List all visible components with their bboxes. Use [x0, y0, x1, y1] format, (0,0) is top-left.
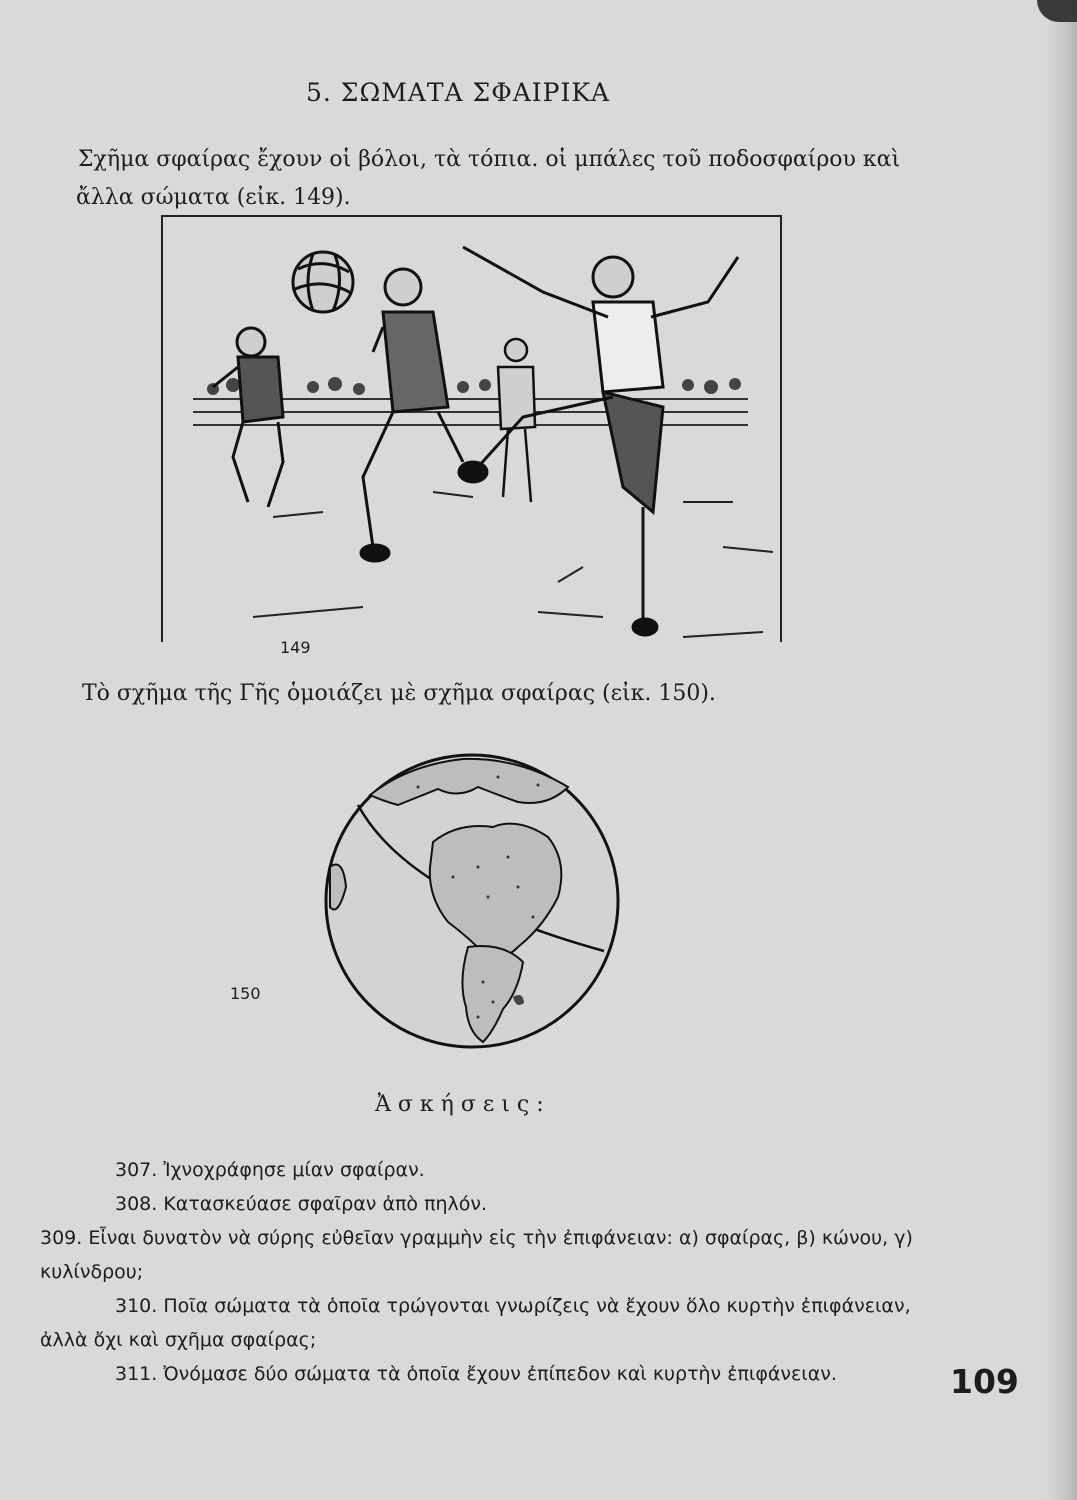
exercise-item: 310. Ποῖα σώματα τὰ ὁποῖα τρώγονται γνωρίζεις νὰ ἔχουν ὅλο κυρτὴν ἐπιφάνειαν, ἀλλὰ ὄχι καὶ σχῆμα σφαίρας; [40, 1295, 911, 1351]
figure-150-caption: 150 [230, 984, 261, 1003]
globe-icon [318, 747, 626, 1055]
player-center [361, 269, 463, 561]
exercise-item: 308. Κατασκεύασε σφαῖραν ἀπὸ πηλόν. [115, 1193, 488, 1215]
player-background [498, 339, 535, 502]
football-illustration [163, 217, 780, 642]
globe-figure [318, 747, 626, 1055]
exercise-item: 307. Ἰχνοχράφησε μίαν σφαίραν. [115, 1159, 425, 1181]
football-figure [161, 215, 782, 642]
player-left [213, 328, 283, 507]
exercise-item: 311. Ὀνόμασε δύο σώματα τὰ ὁποῖα ἔχουν ἐπίπεδον καὶ κυρτὴν ἐπιφάνειαν. [115, 1363, 837, 1385]
section-title: 5. ΣΩΜΑΤΑ ΣΦΑΙΡΙΚΑ [306, 78, 611, 107]
earth-paragraph: Τὸ σχῆμα τῆς Γῆς ὁμοιάζει μὲ σχῆμα σφαίρας (εἰκ. 150). [82, 681, 716, 706]
grass-marks [253, 492, 773, 637]
intro-paragraph: Σχῆμα σφαίρας ἔχουν οἱ βόλοι, τὰ τόπια. οἱ μπάλες τοῦ ποδοσφαίρου καὶ ἄλλα σώματα (εἰκ. 149). [76, 147, 901, 210]
exercise-item: 309. Εἶναι δυνατὸν νὰ σύρης εὐθεῖαν γραμμὴν εἰς τὴν ἐπιφάνειαν: α) σφαίρας, β) κώνου, γ) κυλίνδρου; [40, 1227, 913, 1283]
page-number: 109 [950, 1362, 1019, 1401]
player-right [459, 247, 738, 635]
exercises-list [40, 1153, 920, 1391]
page-edge [1047, 0, 1077, 1500]
figure-149-caption: 149 [280, 638, 311, 657]
ball-icon [293, 252, 353, 312]
exercises-heading: Ἀσκήσεις: [375, 1092, 551, 1117]
page-corner [1037, 0, 1077, 22]
